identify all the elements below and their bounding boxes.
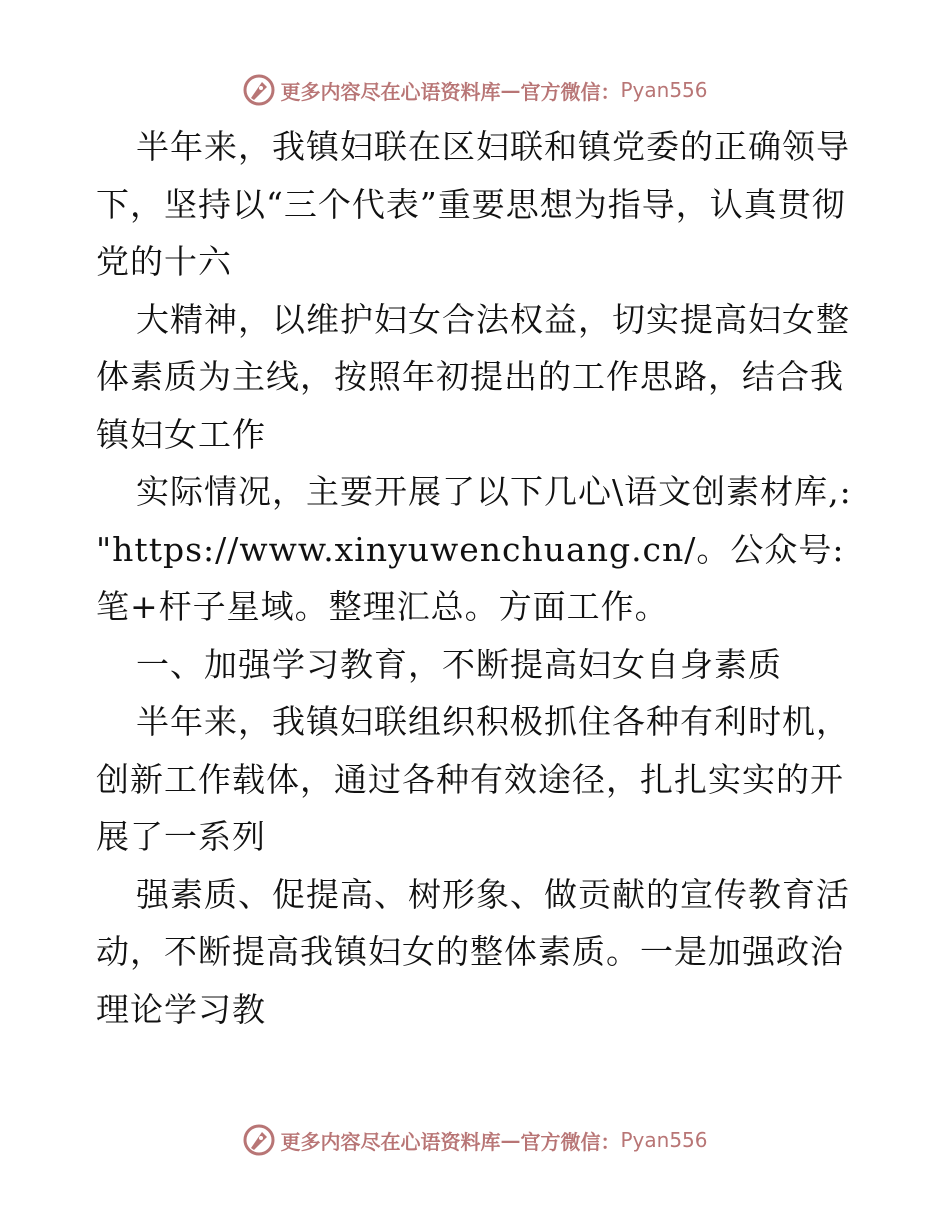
banner-separator: — [500,1128,521,1152]
banner-wechat-id: Pyan556 [620,78,708,102]
pen-nib-logo-icon [242,73,276,107]
section-heading-1: 一、加强学习教育，不断提高妇女自身素质 [136,644,782,684]
pen-nib-logo-icon [242,1123,276,1157]
banner-separator: — [500,78,521,102]
banner-wechat-id: Pyan556 [620,1128,708,1152]
paragraph-2: 大精神，以维护妇女合法权益，切实提高妇女整体素质为主线，按照年初提出的工作思路，结合我镇妇女工作 [96,299,850,454]
banner-wechat-label: 官方微信： [520,79,621,104]
banner-main-text: 更多内容尽在心语资料库 [280,1129,501,1154]
paragraph-1: 半年来，我镇妇联在区妇联和镇党委的正确领导下，坚持以“三个代表”重要思想为指导，认真贯彻党的十六 [96,127,850,281]
banner-main-text: 更多内容尽在心语资料库 [280,79,501,104]
footer-banner [0,1120,950,1160]
paragraph-5: 强素质、促提高、树形象、做贡献的宣传教育活动，不断提高我镇妇女的整体素质。一是加强政治理论学习教 [96,874,850,1029]
banner-wechat-label: 官方微信： [520,1129,621,1154]
paragraph-4: 半年来，我镇妇联组织积极抓住各种有利时机，创新工作载体，通过各种有效途径，扎扎实实的开展了一系列 [96,702,850,856]
header-banner [0,70,950,110]
document-body [96,118,864,1038]
paragraph-3: 实际情况，主要开展了以下几心\语文创素材库,: "https://www.xinyuwenchuang.cn/。公众号: 笔+杆子星域。整理汇总。方面工作。 [96,472,864,626]
